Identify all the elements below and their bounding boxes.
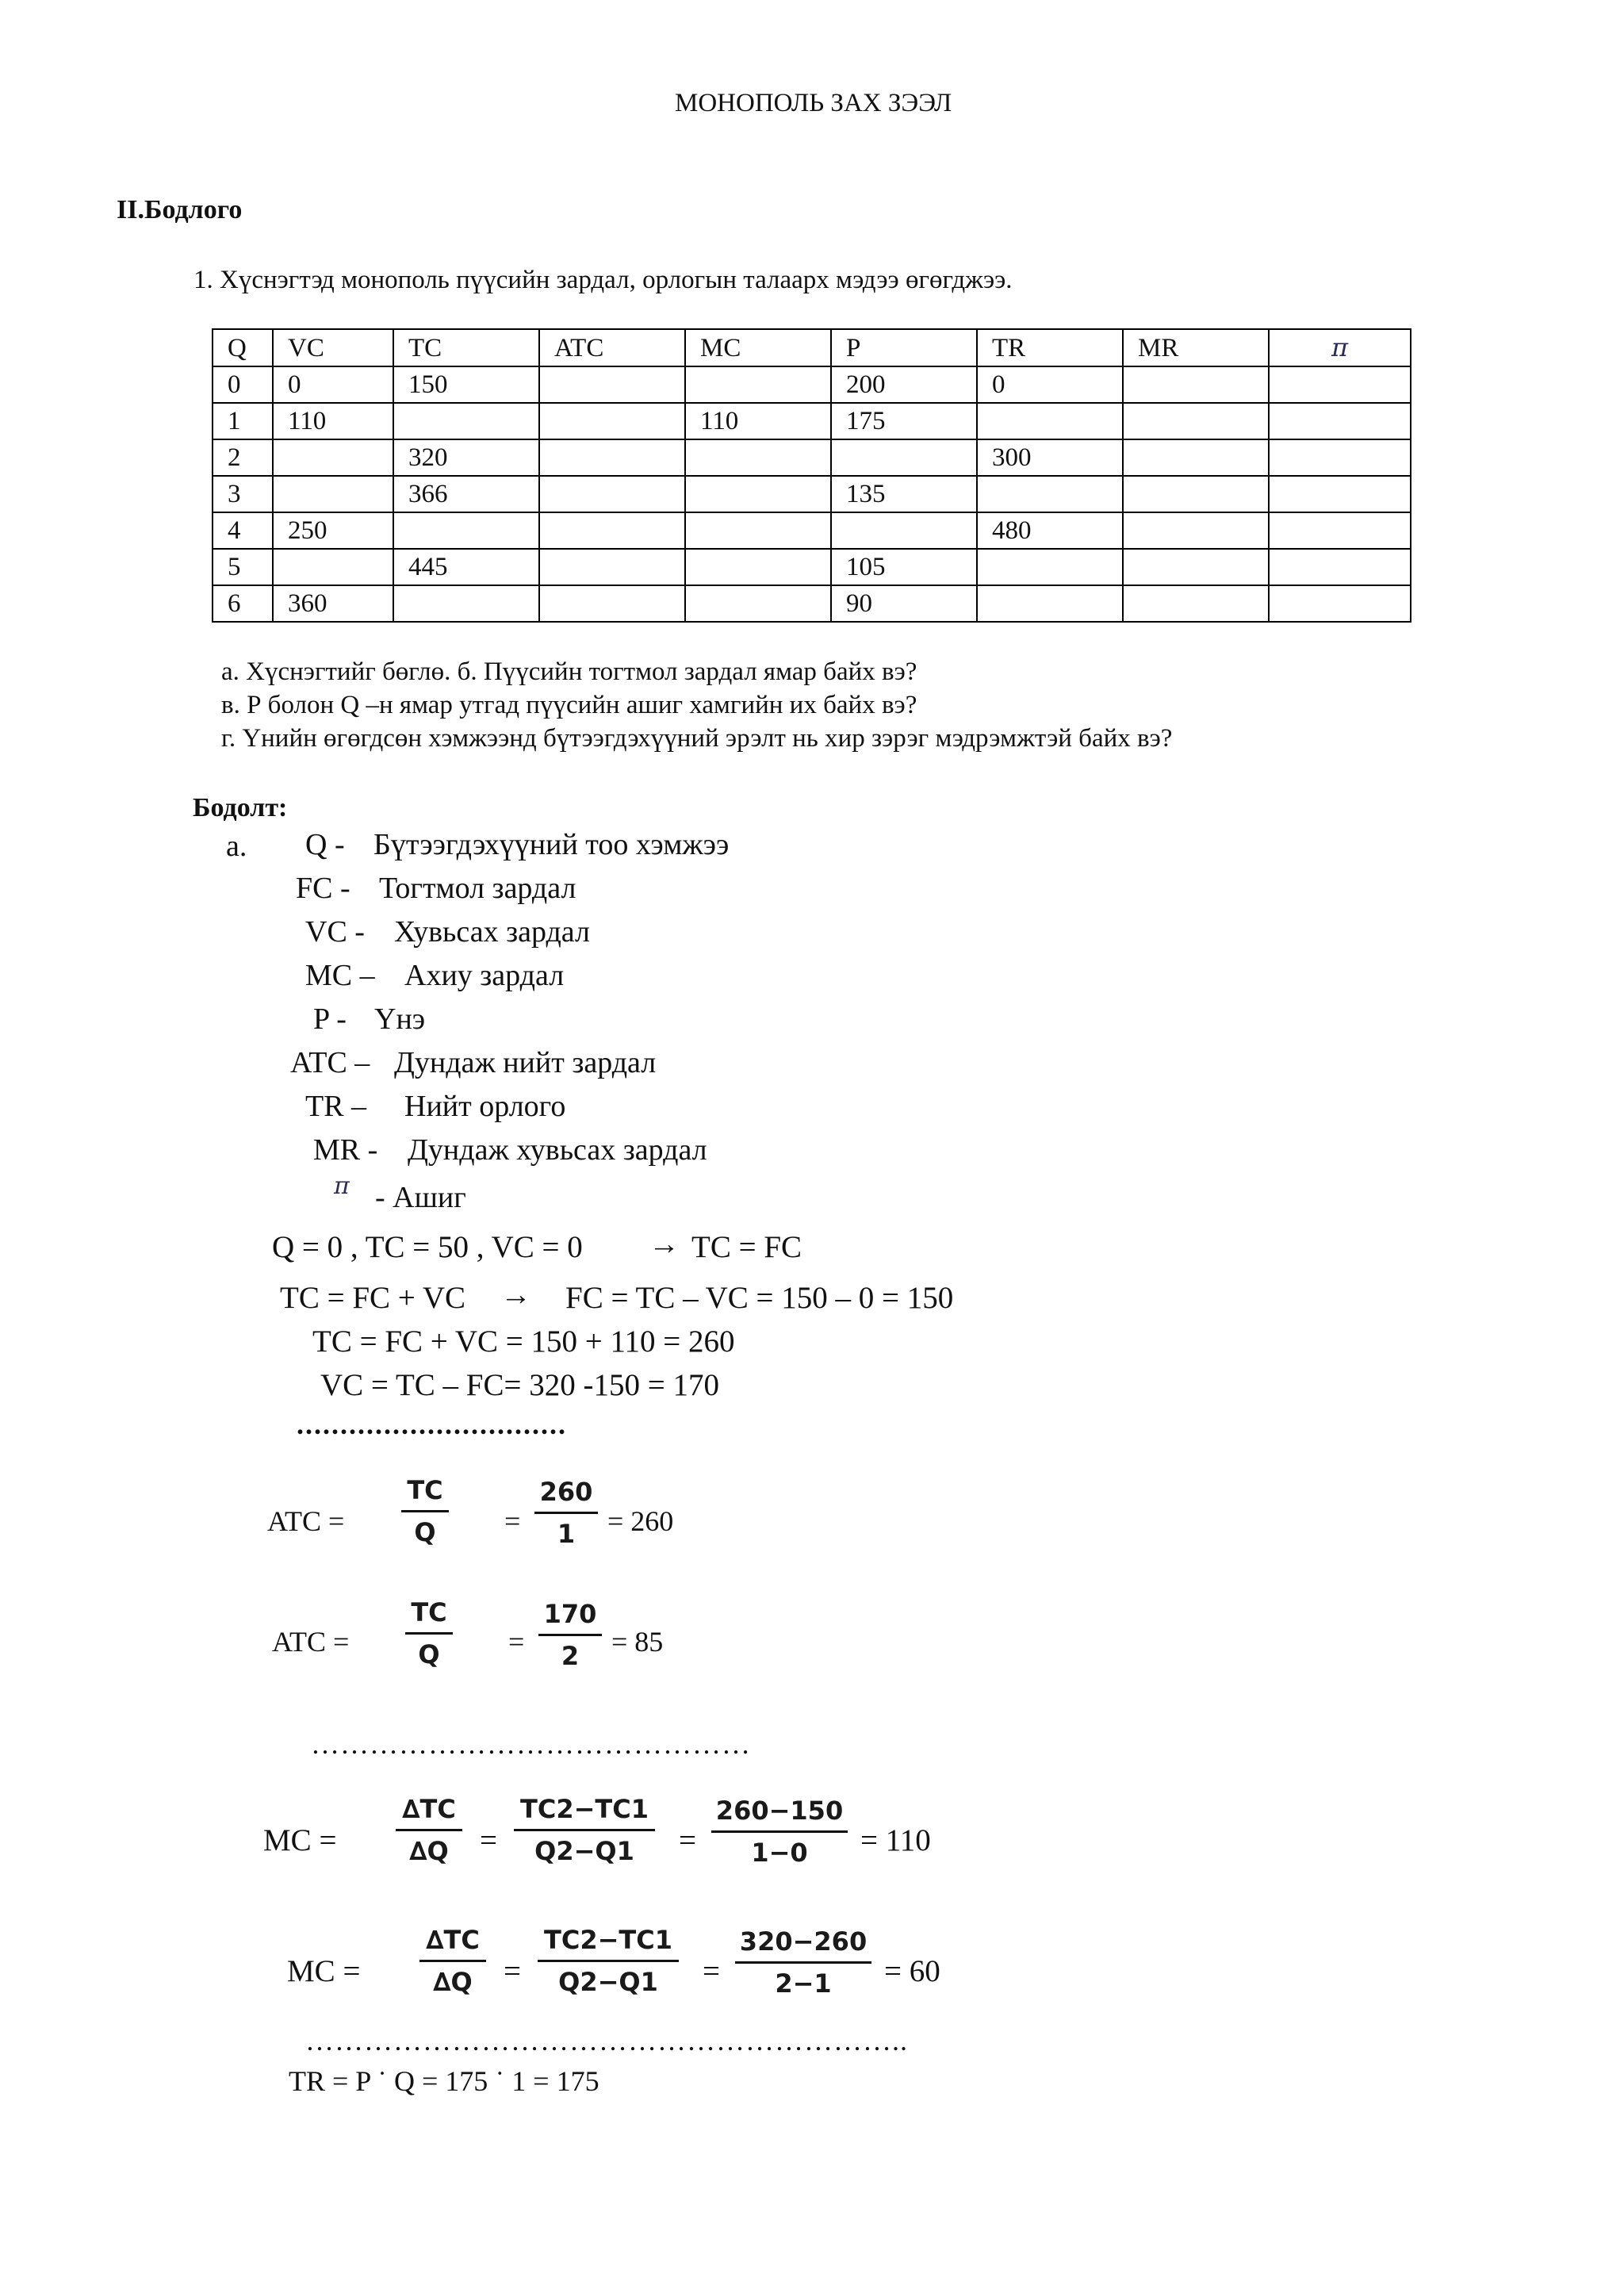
ellipsis-divider: ............................... — [297, 1409, 567, 1440]
tr-equation: TR = P ˙ Q = 175 ˙ 1 = 175 — [289, 2065, 599, 2097]
equals-sign: = — [508, 1626, 525, 1658]
header-cell: P — [831, 329, 977, 366]
table-cell — [1123, 512, 1269, 549]
definition-text: Бүтээгдэхүүний тоо хэмжээ — [373, 828, 730, 861]
table-cell — [1269, 512, 1411, 549]
fraction-delta-tc-q — [396, 1794, 462, 1866]
table-cell — [393, 512, 539, 549]
denominator: 1−0 — [751, 1838, 808, 1868]
table-cell: 360 — [273, 585, 393, 622]
solution-label-a: а. — [226, 830, 247, 863]
mc-label: MC = — [287, 1954, 361, 1988]
definition-symbol: TR – — [305, 1090, 367, 1123]
fraction-bar — [514, 1829, 655, 1831]
table-cell: 250 — [273, 512, 393, 549]
equals-sign: = — [679, 1823, 696, 1857]
table-cell: 150 — [393, 366, 539, 403]
fraction-tc-q — [405, 1597, 453, 1669]
numerator: 260−150 — [715, 1796, 844, 1826]
numerator: TC2−TC1 — [544, 1925, 672, 1955]
table-cell — [1269, 476, 1411, 512]
equation-line-4: VC = TC – FC= 320 -150 = 170 — [320, 1368, 719, 1402]
fraction-170-2 — [538, 1599, 602, 1671]
numerator: 320−260 — [739, 1926, 868, 1957]
equals-sign: = — [504, 1954, 521, 1988]
mc-result: = 110 — [860, 1823, 931, 1857]
solution-heading: Бодолт: — [193, 793, 288, 822]
definition-symbol: VC - — [305, 915, 365, 949]
definition-text: Хувьсах зардал — [394, 915, 590, 949]
table-cell — [685, 585, 831, 622]
table-cell — [539, 585, 685, 622]
numerator: TC2−TC1 — [520, 1794, 649, 1824]
table-cell — [977, 403, 1123, 439]
denominator: 1 — [557, 1519, 576, 1549]
table-cell — [1269, 585, 1411, 622]
table-cell — [977, 549, 1123, 585]
fraction-320-260 — [735, 1926, 871, 1999]
denominator: 2 — [561, 1641, 580, 1671]
table-cell — [539, 403, 685, 439]
table-cell: 2 — [213, 439, 273, 476]
numerator: 170 — [543, 1599, 597, 1629]
table-row — [213, 403, 1411, 439]
numerator: TC — [411, 1597, 447, 1627]
table-header-row — [213, 329, 1411, 366]
equation-line-1: Q = 0 , TC = 50 , VC = 0 — [272, 1230, 583, 1264]
definition-text: Нийт орлого — [404, 1090, 566, 1123]
table-cell: 320 — [393, 439, 539, 476]
table-cell: 3 — [213, 476, 273, 512]
fraction-tc2-tc1 — [514, 1794, 655, 1866]
fraction-bar — [396, 1829, 462, 1831]
equation-line-3: TC = FC + VC = 150 + 110 = 260 — [312, 1324, 735, 1359]
table-cell — [685, 476, 831, 512]
table-cell: 4 — [213, 512, 273, 549]
table-row — [213, 512, 1411, 549]
table-cell — [1123, 403, 1269, 439]
equals-sign: = — [703, 1954, 720, 1988]
table-cell — [393, 403, 539, 439]
definition-symbol: FC - — [296, 872, 350, 905]
numerator: TC — [407, 1475, 443, 1505]
equation-line-2-result: FC = TC – VC = 150 – 0 = 150 — [565, 1281, 954, 1315]
header-cell: ATC — [539, 329, 685, 366]
question-line-1: а. Хүснэгтийг бөглө. б. Пүүсийн тогтмол зардал ямар байх вэ? — [221, 657, 917, 686]
numerator: 260 — [539, 1477, 593, 1507]
equals-sign: = — [480, 1823, 497, 1857]
header-cell: MC — [685, 329, 831, 366]
table-cell — [393, 585, 539, 622]
numerator: ∆TC — [426, 1925, 480, 1955]
table-cell: 445 — [393, 549, 539, 585]
table-cell — [1269, 549, 1411, 585]
table-row — [213, 366, 1411, 403]
table-cell: 0 — [213, 366, 273, 403]
table-row — [213, 585, 1411, 622]
denominator: ∆Q — [433, 1967, 473, 1997]
table-cell: 175 — [831, 403, 977, 439]
arrow-right-icon: → — [500, 1278, 531, 1312]
equation-line-1-result: TC = FC — [691, 1230, 802, 1264]
header-cell-pi — [1269, 329, 1411, 366]
denominator: Q — [418, 1639, 440, 1669]
table-cell — [1123, 585, 1269, 622]
fraction-bar — [538, 1960, 679, 1962]
definition-text: Тогтмол зардал — [379, 872, 576, 905]
table-cell — [1269, 439, 1411, 476]
table-cell: 300 — [977, 439, 1123, 476]
table-cell: 90 — [831, 585, 977, 622]
table-cell — [539, 439, 685, 476]
table-cell — [1269, 403, 1411, 439]
pi-symbol: π — [1331, 332, 1349, 362]
table-cell: 6 — [213, 585, 273, 622]
table-cell: 5 — [213, 549, 273, 585]
table-cell: 105 — [831, 549, 977, 585]
table-cell — [273, 549, 393, 585]
table-cell — [539, 512, 685, 549]
definition-text: Ахиу зардал — [404, 959, 565, 992]
fraction-bar — [401, 1510, 449, 1512]
table-row — [213, 549, 1411, 585]
table-cell: 135 — [831, 476, 977, 512]
table-cell: 200 — [831, 366, 977, 403]
table-cell — [685, 512, 831, 549]
definition-symbol: P - — [313, 1002, 347, 1036]
question-line-3: г. Үнийн өгөгдсөн хэмжээнд бүтээгдэхүүний эрэлт нь хир зэрэг мэдрэмжтэй байх вэ? — [221, 724, 1173, 753]
ellipsis-divider: ……………………………………… — [311, 1728, 751, 1760]
table-cell: 110 — [273, 403, 393, 439]
table-cell — [539, 476, 685, 512]
atc-label: ATC = — [272, 1626, 350, 1658]
denominator: Q2−Q1 — [558, 1967, 658, 1997]
table-cell — [685, 549, 831, 585]
fraction-260-150 — [711, 1796, 848, 1868]
table-cell — [1123, 549, 1269, 585]
header-cell: MR — [1123, 329, 1269, 366]
question-line-2: в. Р болон Q –н ямар утгад пүүсийн ашиг хамгийн их байх вэ? — [221, 691, 917, 719]
task-statement: 1. Хүснэгтэд монополь пүүсийн зардал, орлогын талаарх мэдээ өгөгджээ. — [193, 266, 1013, 294]
definition-text: Үнэ — [374, 1002, 426, 1036]
table-row — [213, 476, 1411, 512]
page-title: МОНОПОЛЬ ЗАХ ЗЭЭЛ — [675, 89, 952, 117]
cost-revenue-table — [212, 328, 1411, 623]
atc-result: = 260 — [607, 1505, 674, 1537]
header-cell: TR — [977, 329, 1123, 366]
table-cell — [273, 476, 393, 512]
table-cell — [1123, 476, 1269, 512]
fraction-bar — [419, 1960, 486, 1962]
table-cell: 366 — [393, 476, 539, 512]
table-cell — [685, 439, 831, 476]
atc-result: = 85 — [611, 1626, 664, 1658]
table-cell: 0 — [977, 366, 1123, 403]
header-cell: Q — [213, 329, 273, 366]
table-cell — [685, 366, 831, 403]
table-cell: 1 — [213, 403, 273, 439]
definition-symbol: MC – — [305, 959, 375, 992]
definition-symbol: Q - — [305, 828, 345, 861]
mc-result: = 60 — [884, 1954, 940, 1988]
fraction-tc2-tc1 — [538, 1925, 679, 1997]
table-cell — [831, 512, 977, 549]
table-cell — [1123, 439, 1269, 476]
definition-text: Дундаж нийт зардал — [394, 1046, 657, 1079]
table-cell — [831, 439, 977, 476]
table-cell — [539, 366, 685, 403]
fraction-tc-q — [401, 1475, 449, 1547]
definition-symbol: ATC – — [290, 1046, 370, 1079]
table-cell: 480 — [977, 512, 1123, 549]
atc-label: ATC = — [267, 1505, 345, 1537]
section-heading: II.Бодлого — [117, 195, 243, 224]
equation-line-2: TC = FC + VC — [280, 1281, 465, 1315]
header-cell: TC — [393, 329, 539, 366]
header-cell: VC — [273, 329, 393, 366]
equals-sign: = — [504, 1505, 521, 1537]
definition-symbol: MR - — [313, 1133, 378, 1167]
table-cell — [977, 585, 1123, 622]
table-cell — [273, 439, 393, 476]
fraction-delta-tc-q — [419, 1925, 486, 1997]
table-cell — [977, 476, 1123, 512]
fraction-bar — [711, 1830, 848, 1833]
denominator: Q2−Q1 — [534, 1836, 634, 1866]
fraction-bar — [405, 1632, 453, 1635]
fraction-bar — [735, 1961, 871, 1964]
table-cell — [1123, 366, 1269, 403]
fraction-260-1 — [534, 1477, 598, 1549]
denominator: 2−1 — [775, 1968, 832, 1999]
arrow-right-icon: → — [649, 1227, 680, 1261]
denominator: Q — [414, 1517, 436, 1547]
table-cell — [539, 549, 685, 585]
fraction-bar — [538, 1634, 602, 1636]
pi-symbol: π — [334, 1172, 350, 1200]
ellipsis-divider: …………………………………………………….. — [305, 2025, 908, 2056]
mc-label: MC = — [263, 1823, 337, 1857]
denominator: ∆Q — [409, 1836, 449, 1866]
table-cell — [1269, 366, 1411, 403]
fraction-bar — [534, 1512, 598, 1514]
table-cell: 110 — [685, 403, 831, 439]
table-cell: 0 — [273, 366, 393, 403]
numerator: ∆TC — [402, 1794, 456, 1824]
definition-text: Дундаж хувьсах зардал — [408, 1133, 707, 1167]
table-row — [213, 439, 1411, 476]
definition-text: - Ашиг — [375, 1181, 466, 1214]
